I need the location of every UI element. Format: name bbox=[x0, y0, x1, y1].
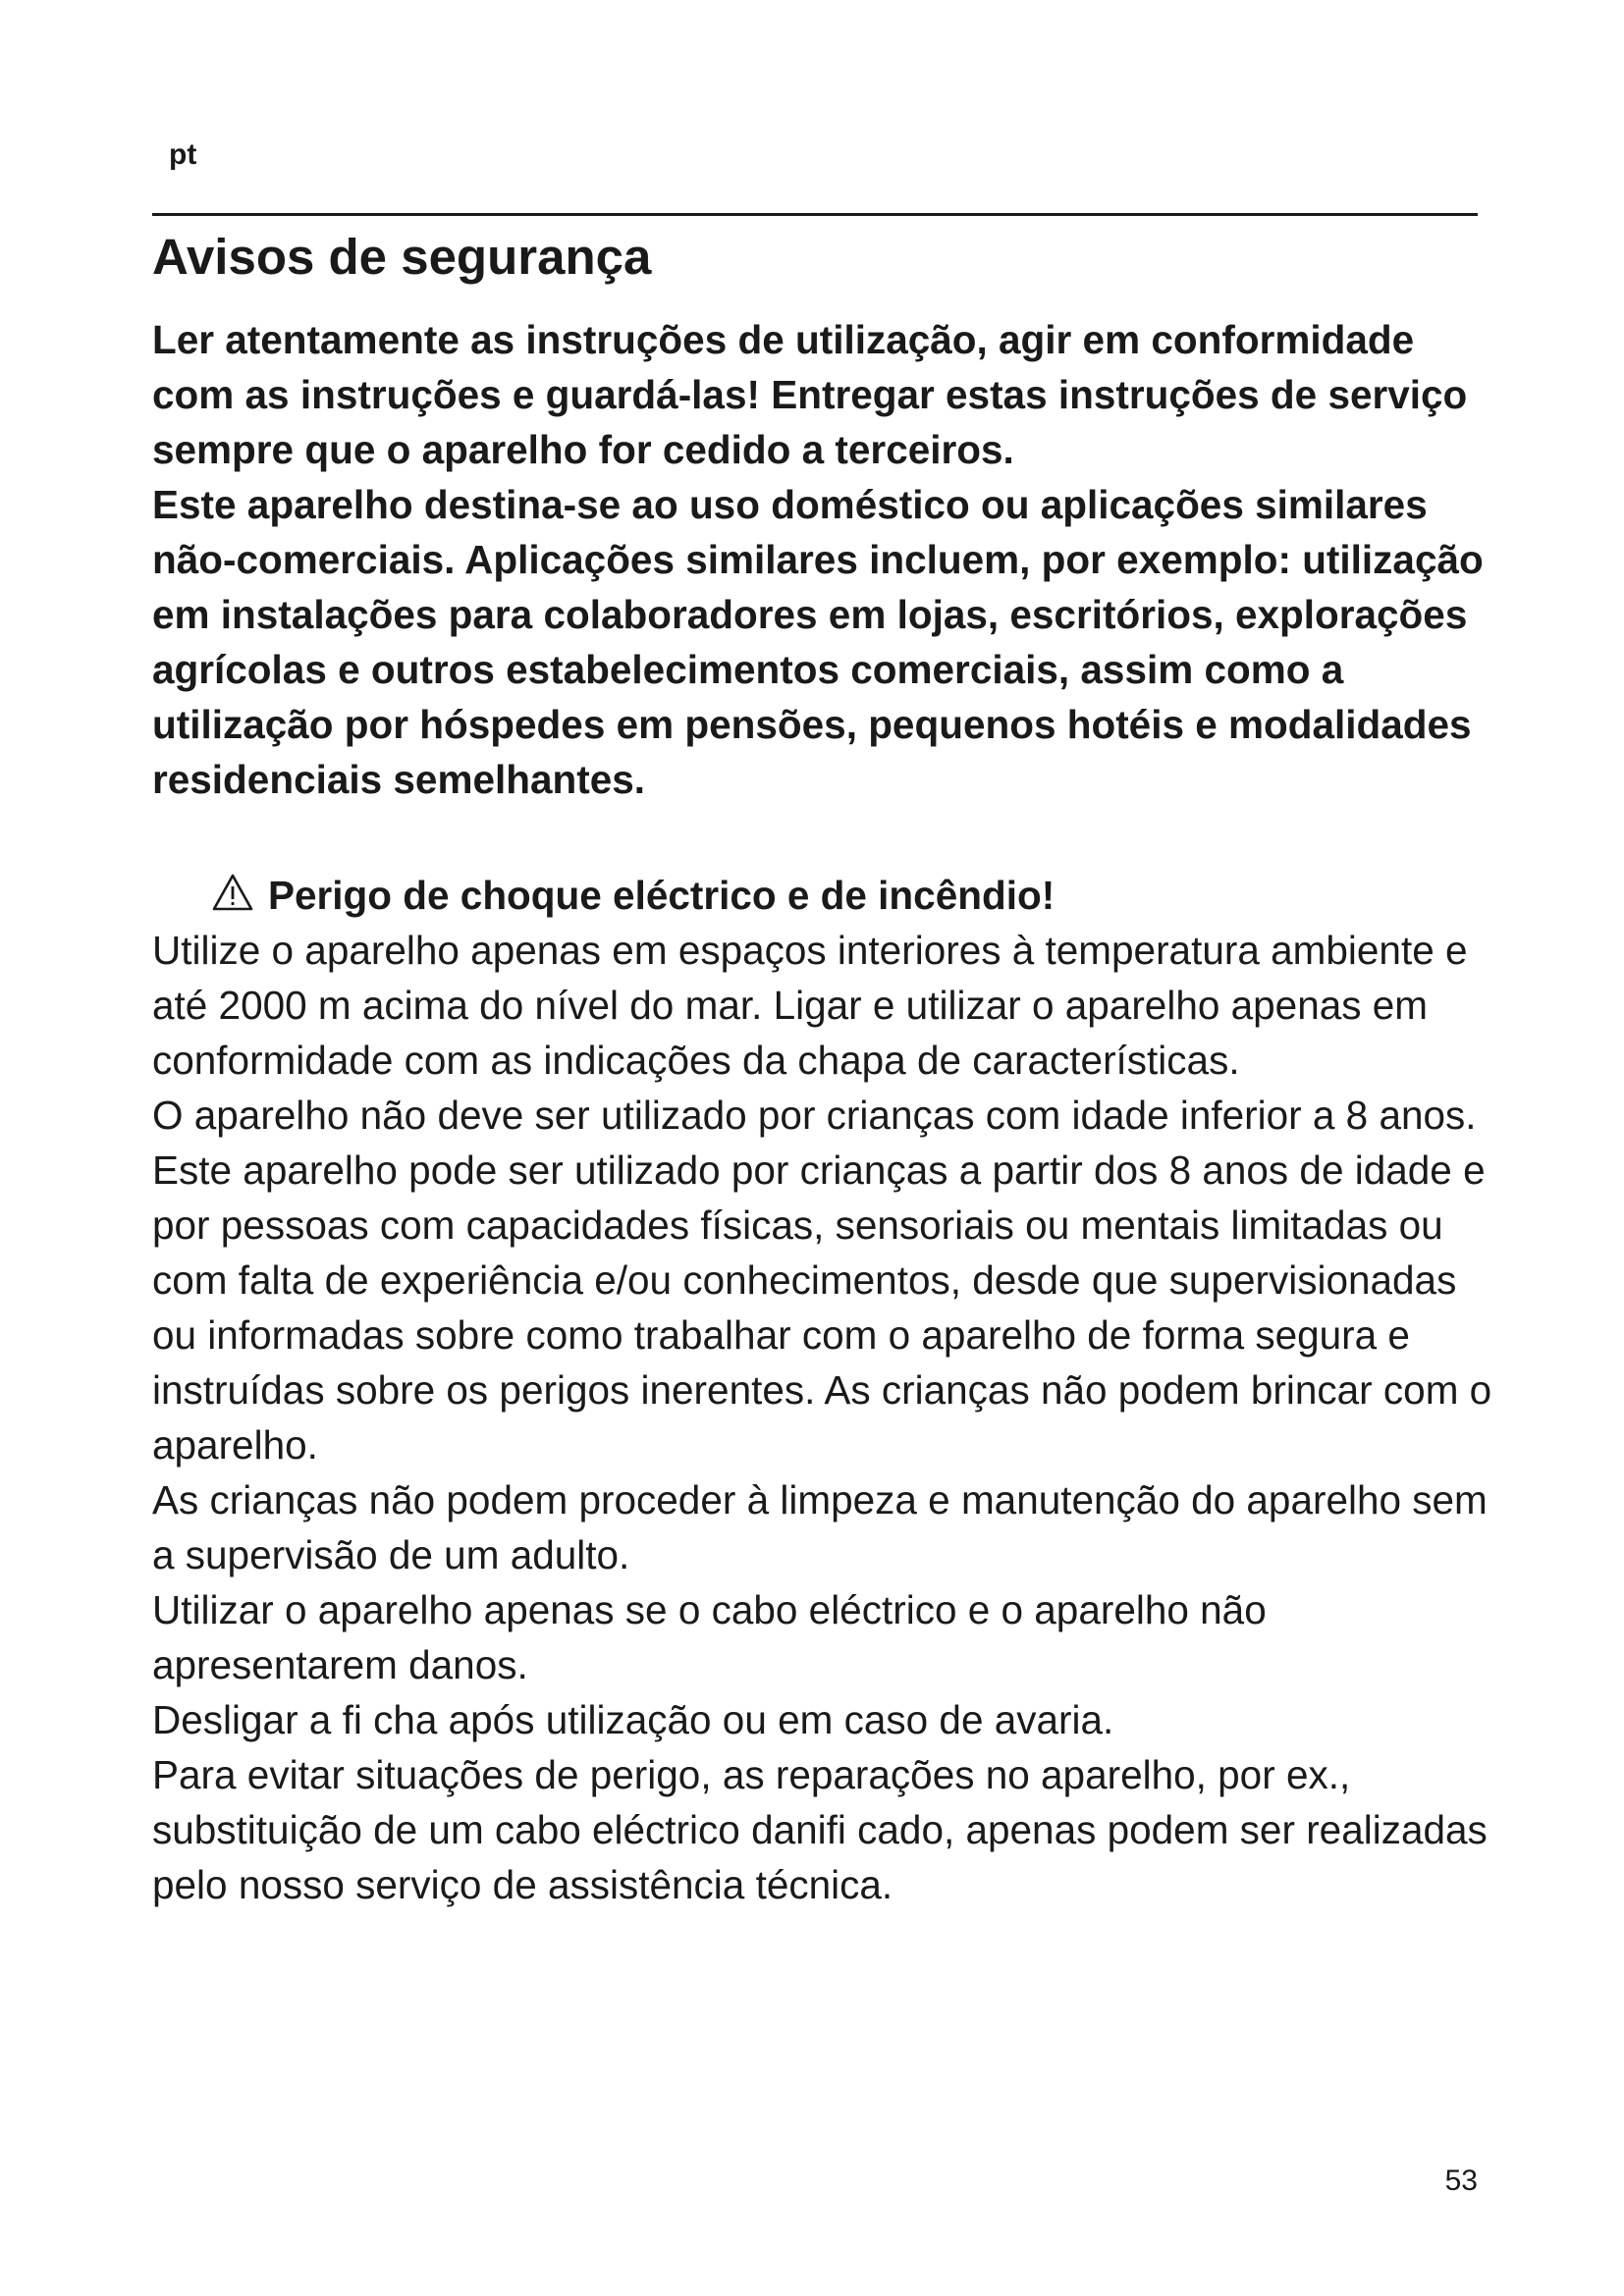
section-title: Avisos de segurança bbox=[152, 229, 652, 285]
page-content bbox=[152, 226, 1497, 1912]
body-text bbox=[152, 923, 1497, 1912]
body-paragraph: Utilizar o aparelho apenas se o cabo eléctrico e o aparelho não apresentarem danos. bbox=[152, 1587, 1267, 1687]
page-number: 53 bbox=[1444, 2164, 1478, 2197]
body-paragraph: Para evitar situações de perigo, as reparações no aparelho, por ex., substituição de um cabo eléctrico danifi cado, apenas podem ser realizadas pelo nosso serviço de assistência técnica. bbox=[152, 1752, 1488, 1907]
body-paragraph: Utilize o aparelho apenas em espaços interiores à temperatura ambiente e até 2000 m acima do nível do mar. Ligar e utilizar o aparelho apenas em conformidade com as indicações da chapa de características. bbox=[152, 928, 1468, 1083]
warning-triangle-icon bbox=[211, 873, 254, 912]
body-paragraph: Este aparelho pode ser utilizado por crianças a partir dos 8 anos de idade e por pessoas com capacidades físicas, sensoriais ou mentais limitadas ou com falta de experiência e/ou conhecimentos, desde que supervisionadas ou informadas sobre como trabalhar com o aparelho de forma segura e instruídas sobre os perigos inerentes. As crianças não podem brincar com o aparelho. bbox=[152, 1148, 1492, 1468]
warning-heading-text: Perigo de choque eléctrico e de incêndio! bbox=[268, 873, 1056, 918]
warning-heading bbox=[152, 868, 1497, 923]
intro-paragraph: Este aparelho destina-se ao uso doméstico ou aplicações similares não-comerciais. Aplicações similares incluem, por exemplo: utilização em instalações para colaboradores em lojas, escritórios, explorações agrícolas e outros estabelecimentos comerciais, assim como a utilização por hóspedes em pensões, pequenos hotéis e modalidades residenciais semelhantes. bbox=[152, 482, 1484, 802]
language-code: pt bbox=[169, 138, 197, 171]
header-rule bbox=[152, 213, 1478, 216]
body-paragraph: Desligar a fi cha após utilização ou em caso de avaria. bbox=[152, 1697, 1114, 1742]
intro-paragraph: Ler atentamente as instruções de utilização, agir em conformidade com as instruções e guardá-las! Entregar estas instruções de serviço sempre que o aparelho for cedido a terceiros. bbox=[152, 317, 1468, 472]
body-paragraph: As crianças não podem proceder à limpeza e manutenção do aparelho sem a supervisão de um adulto. bbox=[152, 1477, 1488, 1577]
intro-block bbox=[152, 312, 1497, 807]
body-paragraph: O aparelho não deve ser utilizado por crianças com idade inferior a 8 anos. bbox=[152, 1093, 1477, 1138]
